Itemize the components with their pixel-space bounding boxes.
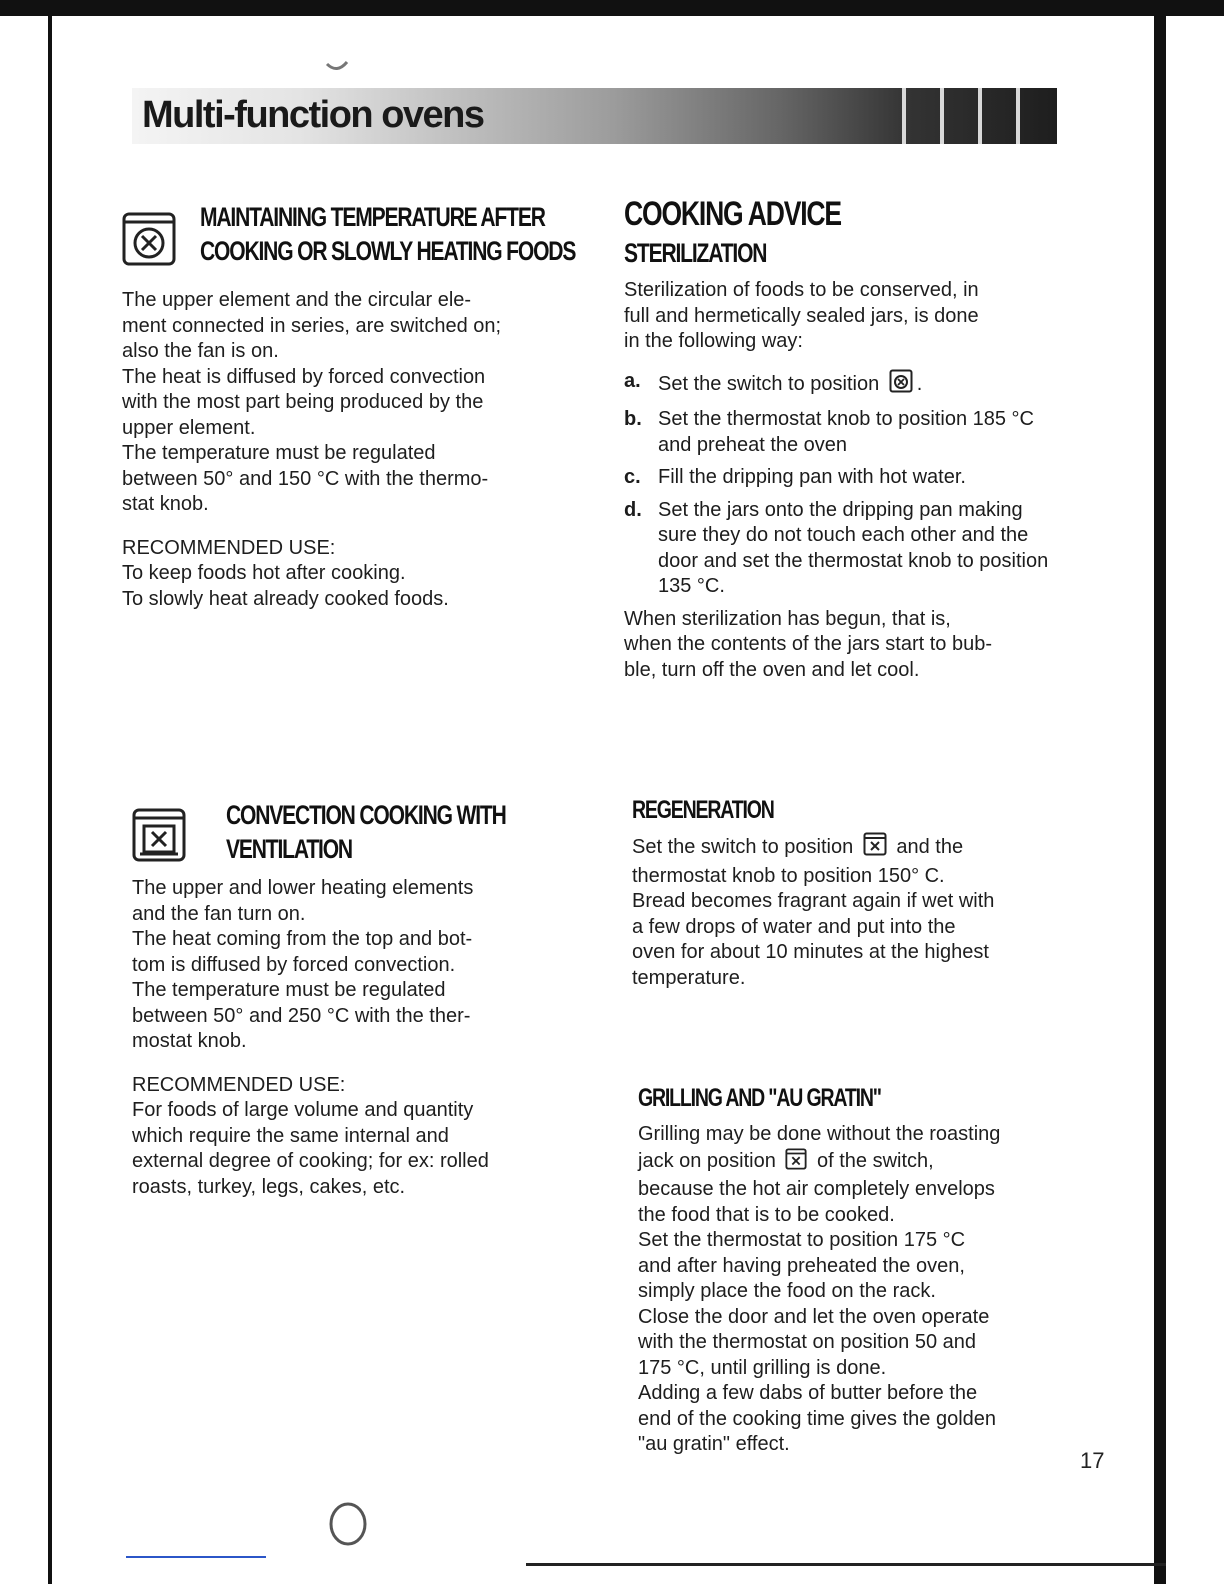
- text-line: the food that is to be cooked.: [638, 1203, 895, 1226]
- text-line: external degree of cooking; for ex: rolled: [132, 1150, 489, 1172]
- text-line: because the hot air completely envelops: [638, 1178, 995, 1200]
- section-heading-maintaining-2: COOKING OR SLOWLY HEATING FOODS: [200, 236, 576, 266]
- text-line: 175 °C, until grilling is done.: [638, 1356, 887, 1379]
- regeneration-heading: REGENERATION: [632, 796, 774, 824]
- text-line: The upper and lower heating elements: [132, 877, 474, 899]
- sterilization-body: [624, 278, 1064, 683]
- page-number: 17: [1080, 1448, 1105, 1473]
- text-line: stat knob.: [122, 493, 209, 515]
- text-line: tom is diffused by forced convection.: [132, 953, 456, 976]
- fan-circle-icon: [120, 210, 178, 268]
- recommended-use-label: RECOMMENDED USE:: [132, 1073, 346, 1096]
- header-banner: [132, 88, 1057, 144]
- section-heading-convection-2: VENTILATION: [226, 834, 352, 864]
- text-line: ment connected in series, are switched on;: [122, 314, 502, 337]
- hole-punch-icon: [322, 1496, 372, 1556]
- text-line: oven for about 10 minutes at the highest: [632, 941, 989, 963]
- text-line: Adding a few dabs of butter before the: [638, 1382, 978, 1404]
- cooking-advice-title: COOKING ADVICE: [624, 195, 841, 233]
- text-line: with the most part being produced by the: [122, 391, 484, 413]
- text-line: When sterilization has begun, that is,: [624, 607, 951, 630]
- scan-border-left: [48, 0, 52, 1584]
- text-line: "au gratin" effect.: [638, 1433, 790, 1455]
- text-line: full and hermetically sealed jars, is done: [624, 304, 979, 327]
- text-line: Close the door and let the oven operate: [638, 1305, 990, 1328]
- scan-border-top: [0, 0, 1224, 16]
- grill-fan-icon: [785, 1148, 807, 1178]
- grilling-section: [638, 1082, 1078, 1458]
- text-line: mostat knob.: [132, 1030, 247, 1052]
- text-line: end of the cooking time gives the golden: [638, 1407, 997, 1430]
- regeneration-section: [632, 794, 1072, 991]
- fan-circle-icon: [889, 369, 913, 401]
- section-heading-maintaining: MAINTAINING TEMPERATURE AFTER: [200, 202, 545, 232]
- text-line: To keep foods hot after cooking.: [122, 562, 406, 584]
- text-line: roasts, turkey, legs, cakes, etc.: [132, 1175, 406, 1198]
- text-line: simply place the food on the rack.: [638, 1280, 936, 1302]
- text-line: a few drops of water and put into the: [632, 915, 956, 938]
- text-line: temperature.: [632, 966, 746, 989]
- step-item: b. Set the thermostat knob to position 185 °C and preheat the oven: [624, 408, 1034, 456]
- text-line: ble, turn off the oven and let cool.: [624, 658, 920, 681]
- text-line: thermostat knob to position 150° C.: [632, 864, 945, 887]
- fan-element-icon: [130, 806, 188, 864]
- text-line: which require the same internal and: [132, 1124, 449, 1147]
- page-title: Multi-function ovens: [142, 94, 484, 136]
- text-line: and after having preheated the oven,: [638, 1254, 965, 1277]
- fan-element-icon: [863, 832, 887, 864]
- binding-mark-icon: [323, 56, 353, 76]
- text-line: when the contents of the jars start to bub-: [624, 633, 992, 655]
- recommended-use-label: RECOMMENDED USE:: [122, 536, 336, 559]
- text-line: upper element.: [122, 416, 256, 439]
- text-line: jack on position of the switch,: [638, 1148, 1078, 1178]
- step-item: a. Set the switch to position .: [624, 369, 1064, 401]
- sterilization-steps: [624, 369, 1064, 600]
- scan-border-bottom: [526, 1563, 1166, 1566]
- text-line: The temperature must be regulated: [132, 979, 446, 1001]
- text-line: Grilling may be done without the roasting: [638, 1123, 1001, 1145]
- text-line: For foods of large volume and quantity: [132, 1099, 474, 1121]
- text-line: Set the thermostat to position 175 °C: [638, 1229, 966, 1251]
- text-line: and the fan turn on.: [132, 902, 306, 925]
- text-line: Set the switch to position and the: [632, 832, 1072, 864]
- text-line: in the following way:: [624, 330, 803, 352]
- grilling-heading: GRILLING AND "AU GRATIN": [638, 1084, 881, 1112]
- text-line: with the thermostat on position 50 and: [638, 1331, 976, 1353]
- blue-rule: [126, 1556, 266, 1558]
- text-line: The temperature must be regulated: [122, 442, 436, 464]
- step-item: c. Fill the dripping pan with hot water.: [624, 466, 966, 488]
- text-line: Bread becomes fragrant again if wet with: [632, 890, 995, 912]
- text-line: The heat is diffused by forced convection: [122, 365, 486, 388]
- text-line: The heat coming from the top and bot-: [132, 928, 473, 950]
- text-line: between 50° and 150 °C with the thermo-: [122, 467, 489, 490]
- section-heading-convection: CONVECTION COOKING WITH: [226, 800, 506, 830]
- text-line: The upper element and the circular ele-: [122, 289, 472, 311]
- text-line: also the fan is on.: [122, 340, 279, 362]
- section-body-convection: [132, 876, 562, 1200]
- text-line: To slowly heat already cooked foods.: [122, 587, 449, 610]
- text-line: Sterilization of foods to be conserved, in: [624, 279, 979, 301]
- scan-border-right: [1154, 0, 1166, 1584]
- sterilization-heading: STERILIZATION: [624, 238, 767, 268]
- text-line: between 50° and 250 °C with the ther-: [132, 1004, 471, 1027]
- step-item: d. Set the jars onto the dripping pan making sure they do not touch each other and the door and set the thermostat knob to position 135 °C.: [624, 498, 1049, 597]
- section-body-maintaining: [122, 288, 552, 612]
